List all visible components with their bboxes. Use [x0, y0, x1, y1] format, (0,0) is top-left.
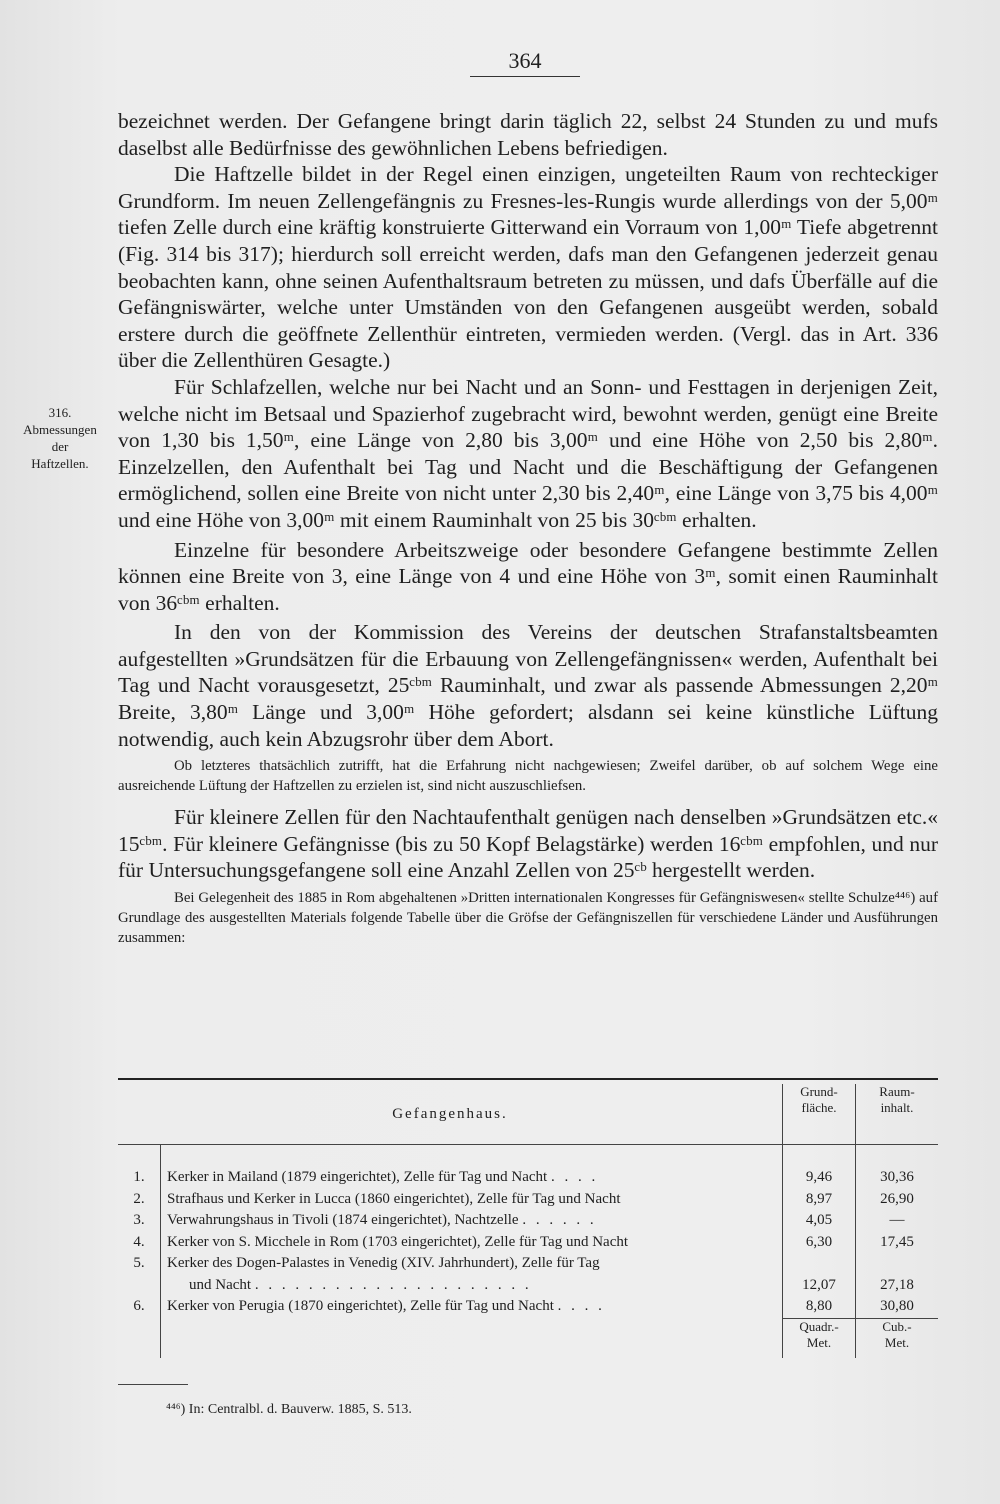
main-text: [118, 108, 938, 948]
table-row: 2. Strafhaus und Kerker in Lucca (1860 eingerichtet), Zelle für Tag und Nacht 8,97 26,90: [118, 1189, 938, 1211]
paragraph: Die Haftzelle bildet in der Regel einen einzigen, ungeteilten Raum von rechteckiger Grundform. Im neuen Zellengefängnis zu Fresnes-les-Rungis wurde allerdings von der 5,00ᵐ tiefen Zelle durch eine kräftig konstruierte Gitterwand ein Vorraum von 1,00ᵐ Tiefe abgetrennt (Fig. 314 bis 317); hierdurch soll erreicht werden, dafs man den Gefangenen jederzeit genau beobachten kann, ohne seinen Aufenthaltsraum betreten zu müssen, und dafs Überfälle auf die Gefängniswärter, welche unter Umständen von den Gefangenen ausgeübt werden, sobald erstere durch die geöffnete Zellenthür eintreten, vermieden werden. (Vergl. das in Art. 336 über die Zellenthüren Gesagte.): [118, 162, 938, 373]
table-units-row: Quadr.- Met. Cub.- Met.: [118, 1318, 938, 1358]
small-paragraph: Bei Gelegenheit des 1885 in Rom abgehaltenen »Dritten internationalen Kongresses für Gefängniswesen« stellte Schulze⁴⁴⁶) auf Grundlage des ausgestellten Materials folgende Tabelle über die Gröfse der Gefängniszellen für verschiedene Länder und Ausführungen zusammen:: [118, 890, 938, 947]
table-row: 3. Verwahrungshaus in Tivoli (1874 eingerichtet), Nachtzelle . . . . . . 4,05 —: [118, 1210, 938, 1232]
table-row: 1. Kerker in Mailand (1879 eingerichtet), Zelle für Tag und Nacht . . . . 9,46 30,36: [118, 1167, 938, 1189]
table-header-area: Grund- fläche.: [783, 1084, 856, 1145]
table-row: 4. Kerker von S. Micchele in Rom (1703 eingerichtet), Zelle für Tag und Nacht 6,30 17,45: [118, 1232, 938, 1254]
footnote: ⁴⁴⁶) In: Centralbl. d. Bauverw. 1885, S. 513.: [166, 1402, 412, 1417]
table-header-volume: Raum- inhalt.: [856, 1084, 939, 1145]
small-paragraph: Ob letzteres thatsächlich zutrifft, hat die Erfahrung nicht nachgewiesen; Zweifel darüber, ob auf solchem Wege eine ausreichende Lüftung der Haftzellen zu erzielen ist, sind nicht auszuschliefsen.: [118, 758, 938, 795]
table-row: 6. Kerker von Perugia (1870 eingerichtet), Zelle für Tag und Nacht . . . . 8,80 30,80: [118, 1296, 938, 1318]
table-row: 5. Kerker des Dogen-Palastes in Venedig (XIV. Jahrhundert), Zelle für Tag und Nacht . . . . . . . . . . . . . . . . . . . . . 12,07 27,18: [118, 1253, 938, 1296]
page-number: 364: [470, 48, 580, 77]
margin-note-number: 316.: [48, 405, 72, 420]
table-header-name: Gefangenhaus.: [118, 1084, 783, 1145]
paragraph: Für Schlafzellen, welche nur bei Nacht und an Sonn- und Festtagen in derjenigen Zeit, welche nicht im Betsaal und Spazierhof zugebracht wird, bewohnt werden, genügt eine Breite von 1,30 bis 1,50ᵐ, eine Länge von 2,80 bis 3,00ᵐ und eine Höhe von 2,50 bis 2,80ᵐ. Einzelzellen, den Aufenthalt bei Tag und Nacht und die Beschäftigung der Gefangenen ermöglichend, sollen eine Breite von nicht unter 2,30 bis 2,40ᵐ, eine Länge von 3,75 bis 4,00ᵐ und eine Höhe von 3,00ᵐ mit einem Rauminhalt von 25 bis 30ᶜᵇᵐ erhalten.: [118, 374, 938, 532]
paragraph: bezeichnet werden. Der Gefangene bringt darin täglich 22, selbst 24 Stunden zu und mufs daselbst alle Bedürfnisse des gewöhnlichen Lebens befriedigen.: [118, 109, 938, 160]
margin-note-line: Abmessungen: [23, 422, 97, 437]
margin-note: [12, 404, 108, 472]
paragraph: Für kleinere Zellen für den Nachtaufenthalt genügen nach denselben »Grundsätzen etc.« 15ᶜᵇᵐ. Für kleinere Gefängnisse (bis zu 50 Kopf Belagstärke) werden 16ᶜᵇᵐ empfohlen, und nur für Untersuchungsgefangene soll eine Anzahl Zellen von 25ᶜᵇ hergestellt werden.: [118, 805, 938, 883]
margin-note-line: der: [51, 439, 69, 454]
margin-note-line: Haftzellen.: [31, 456, 89, 471]
footnote-rule: [118, 1384, 188, 1385]
paragraph: In den von der Kommission des Vereins der deutschen Strafanstaltsbeamten aufgestellten »Grundsätzen für die Erbauung von Zellengefängnissen« werden, Aufenthalt bei Tag und Nacht vorausgesetzt, 25ᶜᵇᵐ Rauminhalt, und zwar als passende Abmessungen 2,20ᵐ Breite, 3,80ᵐ Länge und 3,00ᵐ Höhe gefordert; alsdann sei keine künstliche Lüftung notwendig, auch kein Abzugsrohr über dem Abort.: [118, 620, 938, 751]
paragraph: Einzelne für besondere Arbeitszweige oder besondere Gefangene bestimmte Zellen können eine Breite von 3, eine Länge von 4 und eine Höhe von 3ᵐ, somit einen Rauminhalt von 36ᶜᵇᵐ erhalten.: [118, 537, 938, 615]
table-top-rule: [118, 1078, 938, 1080]
cell-size-table: [118, 1084, 938, 1358]
